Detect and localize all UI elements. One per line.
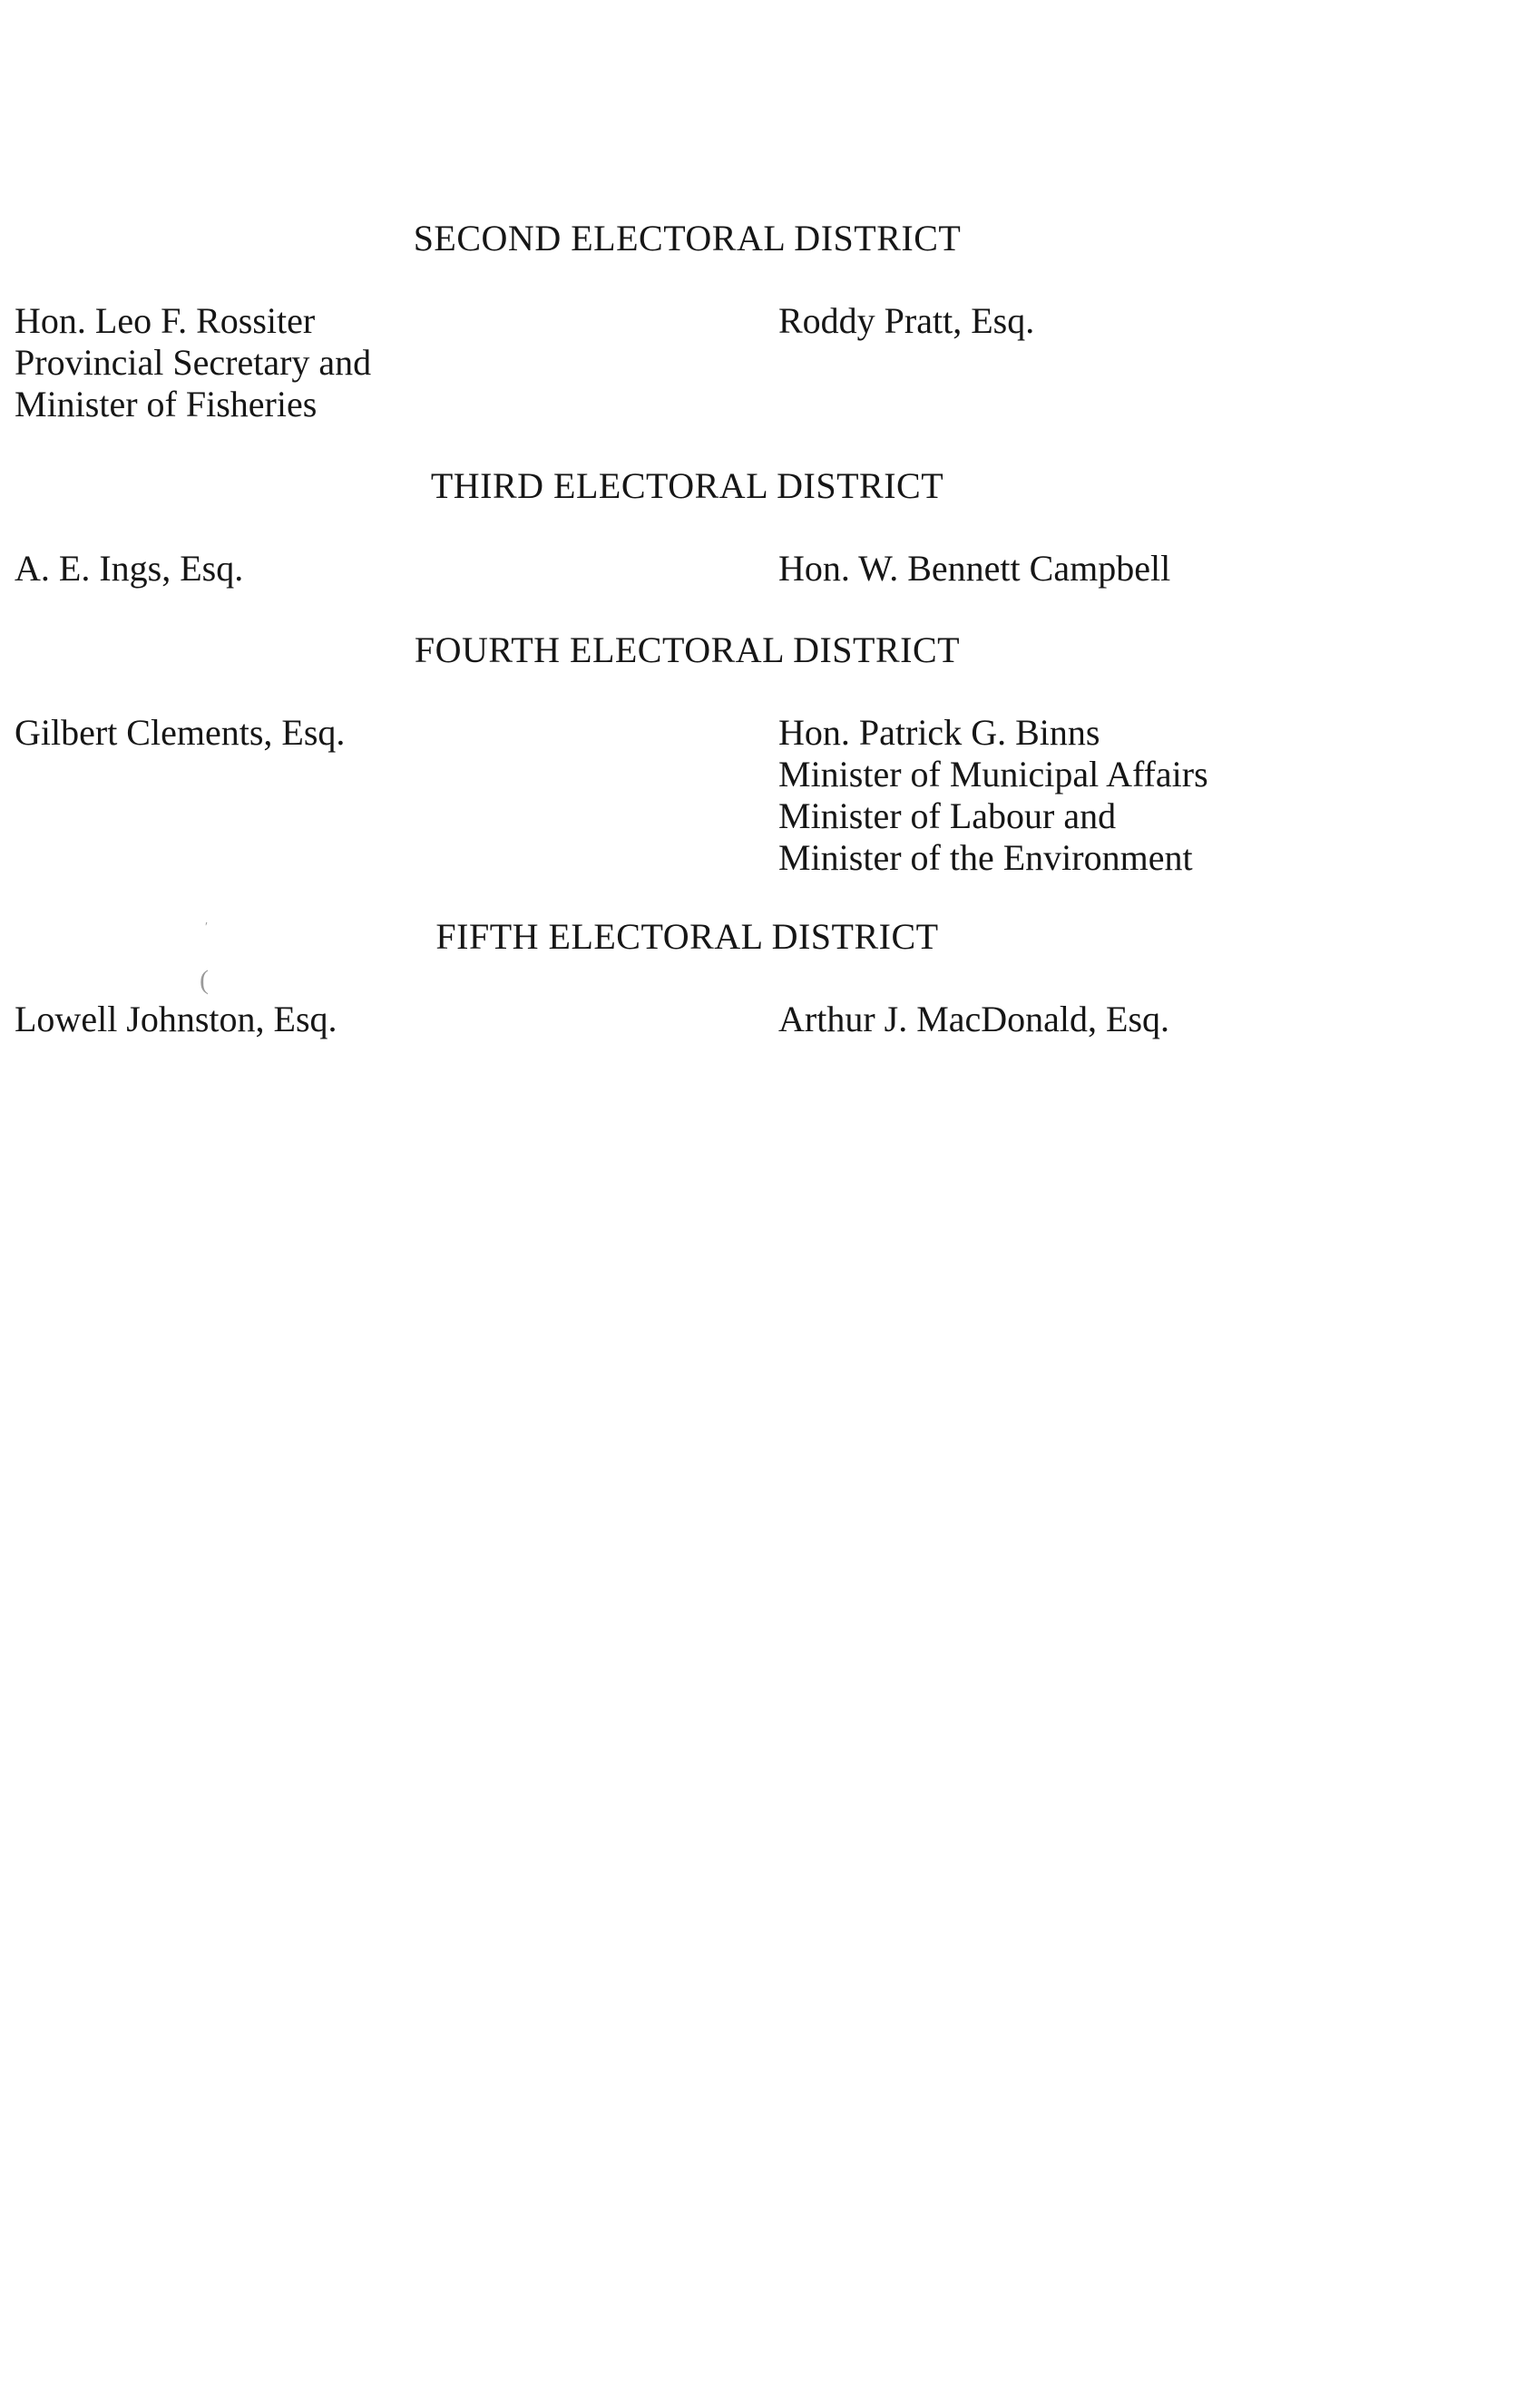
member-name: A. E. Ings, Esq. [15,548,244,589]
district-second-left-member [15,300,371,425]
member-title: Minister of the Environment [778,837,1193,878]
member-name: Hon. W. Bennett Campbell [778,548,1171,589]
member-name: Arthur J. MacDonald, Esq. [778,999,1170,1039]
district-heading-second: SECOND ELECTORAL DISTRICT [413,218,962,258]
district-second-right-member [778,300,1034,342]
district-fourth-right-member [778,712,1208,879]
member-name: Lowell Johnston, Esq. [15,999,337,1039]
district-heading-fifth: FIFTH ELECTORAL DISTRICT [435,916,939,957]
member-name: Hon. Leo F. Rossiter [15,300,316,341]
district-third-left-member [15,548,243,590]
member-title: Minister of Municipal Affairs [778,754,1208,795]
member-name: Hon. Patrick G. Binns [778,712,1100,753]
district-fifth-left-member [15,999,337,1040]
member-name: Gilbert Clements, Esq. [15,712,346,753]
member-name: Roddy Pratt, Esq. [778,300,1035,341]
district-heading-fourth: FOURTH ELECTORAL DISTRICT [414,629,961,670]
district-fifth-right-member [778,999,1169,1040]
member-title: Minister of Fisheries [15,384,318,424]
district-fourth-left-member [15,712,345,754]
member-title: Minister of Labour and [778,795,1117,836]
district-heading-third: THIRD ELECTORAL DISTRICT [430,465,944,506]
scan-mark: ( [200,965,209,995]
district-third-right-member [778,548,1170,590]
scan-speck: ′ [205,921,209,934]
member-title: Provincial Secretary and [15,342,372,383]
